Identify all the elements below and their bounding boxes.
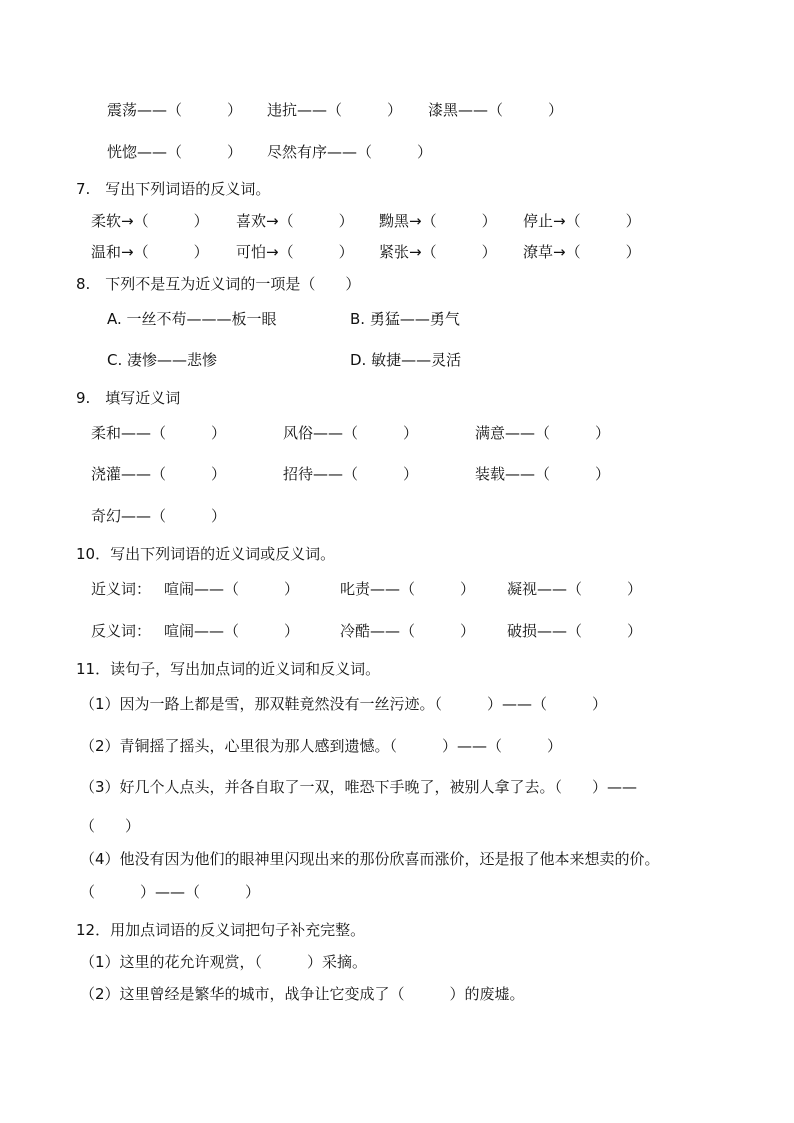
- q9-item-6: 装载——（ ）: [475, 465, 611, 483]
- q10-title-line: [0, 542, 794, 566]
- q6-item-3: 漆黑——（ ）: [428, 101, 564, 119]
- q10-syn-item-2: 叱责——（ ）: [340, 580, 476, 598]
- q9-row-3: [0, 504, 794, 528]
- q7-row-1: [0, 209, 794, 233]
- q11-title: 11．读句子，写出加点词的近义词和反义词。: [76, 660, 381, 678]
- q7-item-1: 柔软→（ ）: [91, 212, 209, 230]
- q9-item-2: 风俗——（ ）: [283, 424, 419, 442]
- q8-options-row-1: [0, 307, 794, 331]
- q6-item-2: 违抗——（ ）: [267, 101, 403, 119]
- q7-row-2: [0, 240, 794, 264]
- q10-antonym-row: [0, 619, 794, 643]
- q10-ant-item-1: 喧闹——（ ）: [164, 622, 300, 640]
- q6-row-2: [0, 140, 794, 164]
- q9-item-3: 满意——（ ）: [475, 424, 611, 442]
- q10-ant-item-2: 冷酷——（ ）: [340, 622, 476, 640]
- q6-item-1: 震荡——（ ）: [107, 101, 243, 119]
- q11-sentence-3-cont-line: [0, 814, 794, 838]
- q8-title: 8. 下列不是互为近义词的一项是（ ）: [76, 275, 361, 293]
- q9-row-1: [0, 421, 794, 445]
- q10-synonym-label: 近义词：: [91, 580, 152, 598]
- q12-title-line: [0, 918, 794, 942]
- q11-sentence-2: （2）青铜摇了摇头，心里很为那人感到遗憾。（ ）——（ ）: [80, 737, 563, 755]
- q11-sentence-4-cont-line: [0, 880, 794, 904]
- q9-item-5: 招待——（ ）: [283, 465, 419, 483]
- q9-row-2: [0, 462, 794, 486]
- q12-sentence-1-line: [0, 950, 794, 974]
- q9-item-7: 奇幻——（ ）: [91, 507, 227, 525]
- q11-title-line: [0, 657, 794, 681]
- q8-options-row-2: [0, 348, 794, 372]
- q7-item-4: 停止→（ ）: [523, 212, 641, 230]
- q8-option-a: A. 一丝不苟———板一眼: [107, 310, 277, 328]
- q10-ant-item-3: 破损——（ ）: [507, 622, 643, 640]
- q7-item-2: 喜欢→（ ）: [236, 212, 354, 230]
- q10-syn-item-3: 凝视——（ ）: [507, 580, 643, 598]
- q10-antonym-label: 反义词：: [91, 622, 152, 640]
- q10-syn-item-1: 喧闹——（ ）: [164, 580, 300, 598]
- q7-item-8: 潦草→（ ）: [523, 243, 641, 261]
- q6-row-1: [0, 98, 794, 122]
- q8-option-d: D. 敏捷——灵活: [350, 351, 462, 369]
- q7-title-line: [0, 177, 794, 201]
- q11-sentence-2-line: [0, 734, 794, 758]
- q8-title-line: [0, 272, 794, 296]
- q11-sentence-3-line: [0, 775, 794, 799]
- q7-item-7: 紧张→（ ）: [379, 243, 497, 261]
- q12-sentence-1: （1）这里的花允许观赏，（ ）采摘。: [80, 953, 368, 971]
- q7-item-3: 黝黑→（ ）: [379, 212, 497, 230]
- q9-item-4: 浇灌——（ ）: [91, 465, 227, 483]
- q6-item-4: 恍惚——（ ）: [107, 143, 243, 161]
- q9-item-1: 柔和——（ ）: [91, 424, 227, 442]
- q11-sentence-3-cont: （ ）: [80, 817, 141, 835]
- q11-sentence-1-line: [0, 692, 794, 716]
- q12-sentence-2-line: [0, 982, 794, 1006]
- q7-item-6: 可怕→（ ）: [236, 243, 354, 261]
- q11-sentence-4-line: [0, 847, 794, 871]
- q7-title: 7. 写出下列词语的反义词。: [76, 180, 271, 198]
- q8-option-b: B. 勇猛——勇气: [350, 310, 460, 328]
- q6-item-5: 尽然有序——（ ）: [267, 143, 433, 161]
- q10-synonym-row: [0, 577, 794, 601]
- q11-sentence-4: （4）他没有因为他们的眼神里闪现出来的那份欣喜而涨价，还是报了他本来想卖的价。: [80, 850, 660, 868]
- q8-option-c: C. 凄惨——悲惨: [107, 351, 218, 369]
- q11-sentence-3: （3）好几个人点头，并各自取了一双，唯恐下手晚了，被别人拿了去。（ ）——: [80, 778, 638, 796]
- q9-title: 9. 填写近义词: [76, 389, 181, 407]
- q10-title: 10．写出下列词语的近义词或反义词。: [76, 545, 336, 563]
- q12-title: 12．用加点词语的反义词把句子补充完整。: [76, 921, 366, 939]
- q9-title-line: [0, 386, 794, 410]
- q11-sentence-1: （1）因为一路上都是雪，那双鞋竟然没有一丝污迹。（ ）——（ ）: [80, 695, 608, 713]
- q11-sentence-4-cont: （ ）——（ ）: [80, 883, 261, 901]
- q7-item-5: 温和→（ ）: [91, 243, 209, 261]
- q12-sentence-2: （2）这里曾经是繁华的城市，战争让它变成了（ ）的废墟。: [80, 985, 525, 1003]
